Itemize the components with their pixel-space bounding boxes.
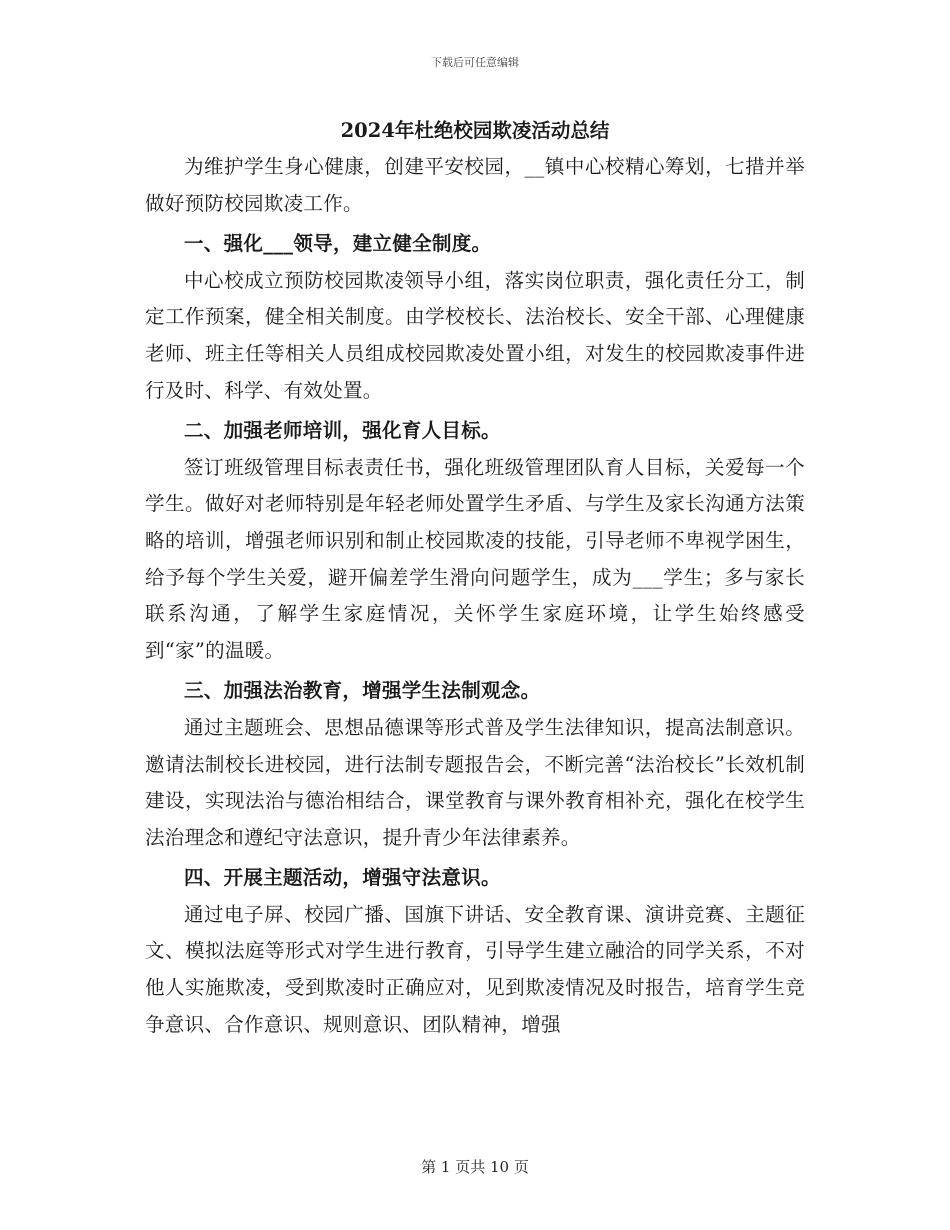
document-title: 2024年杜绝校园欺凌活动总结 xyxy=(340,119,610,142)
section-3-body: 通过主题班会、思想品德课等形式普及学生法律知识，提高法制意识。邀请法制校长进校园，进行法制专题报告会，不断完善“法治校长”长效机制建设，实现法治与德治相结合，课堂教育与课外教育相补充，强化在校学生法治理念和遵纪守法意识，提升青少年法律素养。 xyxy=(145,715,805,849)
section-1-heading: 一、强化___领导，建立健全制度。 xyxy=(184,232,492,256)
section-2-body: 签订班级管理目标表责任书，强化班级管理团队育人目标，关爱每一个学生。做好对老师特别是年轻老师处置学生矛盾、与学生及家长沟通方法策略的培训，增强老师识别和制止校园欺凌的技能，引导老师不卑视学困生，给予每个学生关爱，避开偏差学生滑向问题学生，成为___学生；多与家长联系沟通，了解学生家庭情况，关怀学生家庭环境，让学生始终感受到“家”的温暖。 xyxy=(145,455,805,662)
document-body xyxy=(145,113,805,1043)
section-2-heading: 二、加强老师培训，强化育人目标。 xyxy=(184,419,501,443)
section-3-heading: 三、加强法治教育，增强学生法制观念。 xyxy=(184,679,541,703)
section-4-heading: 四、开展主题活动，增强守法意识。 xyxy=(184,866,501,890)
page-number: 第 1 页共 10 页 xyxy=(421,1158,529,1176)
section-4-body: 通过电子屏、校园广播、国旗下讲话、安全教育课、演讲竞赛、主题征文、模拟法庭等形式对学生进行教育，引导学生建立融洽的同学关系，不对他人实施欺凌，受到欺凌时正确应对，见到欺凌情况及时报告，培育学生竞争意识、合作意识、规则意识、团队精神，增强 xyxy=(145,902,805,1036)
intro-paragraph: 为维护学生身心健康，创建平安校园，__镇中心校精心筹划，七措并举做好预防校园欺凌工作。 xyxy=(145,155,805,215)
section-1-body: 中心校成立预防校园欺凌领导小组，落实岗位职责，强化责任分工，制定工作预案，健全相关制度。由学校校长、法治校长、安全干部、心理健康老师、班主任等相关人员组成校园欺凌处置小组，对发生的校园欺凌事件进行及时、科学、有效处置。 xyxy=(145,268,805,402)
header-note: 下载后可任意编辑 xyxy=(431,56,519,69)
